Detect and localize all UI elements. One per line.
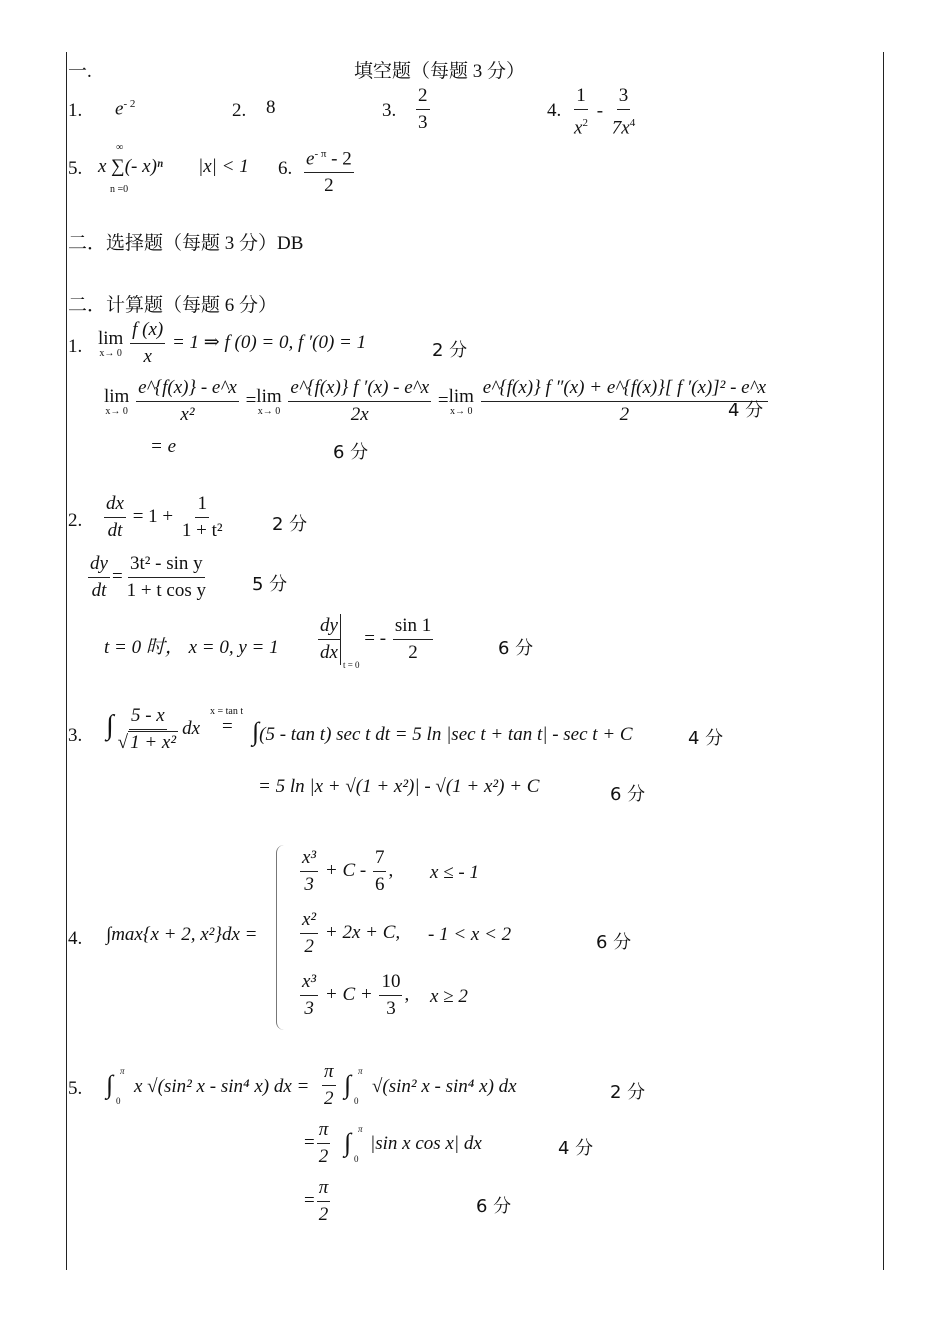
calc-1-score2: 4 分: [728, 400, 764, 421]
calc-4-cond1: x ≤ - 1: [430, 862, 479, 883]
calc-5-line2-rhs: |sin x cos x| dx: [370, 1133, 482, 1154]
fill-6-answer: $\frac{e^{- \pi} - 2}{2}$: [302, 142, 356, 198]
calc-3-number: 3.: [68, 725, 83, 746]
calc-4-brace: [276, 845, 291, 1030]
section1-title: 填空题（每题 3 分）: [354, 61, 526, 82]
calc-3-equals: =: [222, 716, 233, 737]
calc-3-line1: ∫ $\frac{5 - x}{\text{√ 1 + x²}}$ dx: [106, 705, 200, 753]
fill-5-number: 5.: [68, 158, 83, 179]
calc-3-score2: 6 分: [610, 784, 646, 805]
calc-2-line3-text: t = 0 时， x = 0, y = 1: [104, 637, 279, 658]
calc-4-cond3: x ≥ 2: [430, 986, 468, 1007]
calc-2-score1: 2 分: [272, 514, 308, 535]
calc-1-line3: = e: [150, 436, 177, 457]
calc-1-score3: 6 分: [333, 442, 369, 463]
calc-3-line1-rhs: ∫(5 - tan t) sec t dt = 5 ln |sec t + tan t| - sec t + C: [252, 717, 633, 746]
fill-1-answer: $e^{- 2}$: [115, 98, 136, 120]
calc-3-score1: 4 分: [688, 728, 724, 749]
calc-3-line2: = 5 ln |x + √(1 + x²)| - √(1 + x²) + C: [258, 776, 540, 797]
calc-2-score3: 6 分: [498, 638, 534, 659]
calc-5-number: 5.: [68, 1078, 83, 1099]
fill-2-answer: 8: [266, 97, 276, 118]
fill-3-answer: $\frac{2}{3}$: [418, 85, 428, 133]
fill-3-number: 3.: [382, 100, 397, 121]
left-border: [66, 52, 67, 1270]
calc-5-line3: = $\frac{\pi}{2}$: [304, 1177, 329, 1225]
calc-5-line1-pi: $\frac{\pi}{2}$: [324, 1061, 334, 1109]
calc-2-line3-deriv: $\frac{dy}{dx}$ $_{t = 0}$ = - $\frac{\sin 1}{2}$: [320, 615, 432, 670]
calc-5-integral3: ∫ π 0: [344, 1124, 363, 1164]
fill-2-number: 2.: [232, 100, 247, 121]
fill-4-number: 4.: [547, 100, 562, 121]
calc-5-score2: 4 分: [558, 1138, 594, 1159]
section2-title: 二．选择题（每题 3 分）DB: [68, 233, 304, 254]
calc-5-score1: 2 分: [610, 1082, 646, 1103]
calc-2-line1: $\frac{dx}{dt}$ = 1 + $\frac{1}{\text{1 + t²}}$: [106, 493, 223, 541]
calc-4-case1: $\frac{\text{x³}}{3}$ + C - $\frac{7}{6}$ ,: [302, 847, 394, 895]
section1-number: 一.: [68, 61, 92, 82]
calc-2-line2: $\frac{dy}{dt}$ = $\frac{\text{3t² - sin y}}{\text{1 + t cos y}}$: [90, 553, 206, 601]
right-border: [883, 52, 884, 1270]
calc-2-number: 2.: [68, 510, 83, 531]
calc-4-score: 6 分: [596, 932, 632, 953]
section3-title: 二．计算题（每题 6 分）: [68, 295, 278, 316]
calc-3-substitution: x = tan t: [210, 706, 244, 717]
fill-6-number: 6.: [278, 158, 293, 179]
calc-4-lhs: ∫max{x + 2, x²}dx =: [106, 924, 258, 945]
fill-4-answer: $\frac{1}{x^2}$ - $\frac{3}{7x^4}$: [574, 85, 636, 139]
fill-1-number: 1.: [68, 100, 83, 121]
calc-1-line1: lim x→ 0 $\frac{f (x)}{x}$ = 1 ⇒ f (0) = 0, f ′(0) = 1: [98, 319, 367, 367]
calc-1-line2: lim x→ 0 $\frac{e\^{}\{f(x)\} - e\^{}x}{\text{x²}}$ = lim x→ 0 $\frac{e\^{}\{f(x)\} f '(x) - e\^{}x}{2x}$ = lim x→ 0 $\frac{\text{e\textasciicircum{}\{f(x)\} f ″(x) + e\textasciicircum{}\{f(x)\}[ f ′(x)]² - e\textasciicircum{}x}}{2}$: [104, 377, 767, 425]
fill-5-answer: ∞ x ∑(- x)ⁿ n =0 |x| < 1: [98, 142, 249, 195]
calc-1-score1: 2 分: [432, 340, 468, 361]
calc-2-score2: 5 分: [252, 574, 288, 595]
calc-1-number: 1.: [68, 336, 83, 357]
calc-4-number: 4.: [68, 928, 83, 949]
calc-5-line1-lhs: x √(sin² x - sin⁴ x) dx =: [134, 1076, 310, 1097]
calc-5-integral1: ∫ π 0: [106, 1066, 125, 1106]
calc-5-score3: 6 分: [476, 1196, 512, 1217]
calc-5-line1-rhs: √(sin² x - sin⁴ x) dx: [372, 1076, 517, 1097]
calc-5-line2-pi: = $\frac{\pi}{2}$: [304, 1119, 329, 1167]
calc-4-case2: $\frac{\text{x²}}{2}$ + 2x + C,: [302, 909, 401, 957]
calc-4-case3: $\frac{\text{x³}}{3}$ + C + $\frac{10}{3}$ ,: [302, 971, 410, 1019]
calc-5-integral2: ∫ π 0: [344, 1066, 363, 1106]
calc-4-cond2: - 1 < x < 2: [428, 924, 512, 945]
